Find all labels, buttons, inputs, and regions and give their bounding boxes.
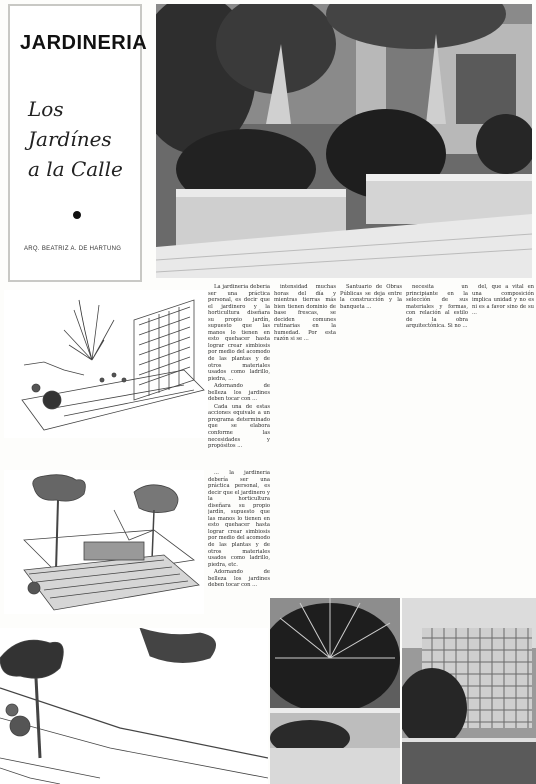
title-box <box>8 4 148 282</box>
text-column-1b <box>208 470 270 784</box>
headline-line-3: a la Calle <box>28 157 123 181</box>
headline-line-2: Jardínes <box>28 127 112 151</box>
author-byline: ARQ. BEATRIZ A. DE HARTUNG <box>24 246 122 252</box>
text-column-4 <box>406 284 468 594</box>
paragraph: del, que a vital en una composición implica unidad y no es ni es a favor sino de su ... <box>472 284 534 317</box>
paragraph: Adornando de belleza los jardines deben tocar con ... <box>208 569 270 589</box>
article-headline <box>28 94 123 184</box>
section-kicker: JARDINERIA <box>20 32 148 54</box>
text-column-5 <box>472 284 534 594</box>
paragraph: ... la jardinería debería ser una práctica personal, es decir que el jardinero y la horticultura diseñara su propio jardín, supuesto que las manos lo tienen en esto quehacer hasta lograr crear simbiosis por medio del acomodo de las plantas y de otros materiales usados como ladrillo, piedra, etc. <box>208 470 270 568</box>
photo-lattice-wall-garden <box>402 598 536 784</box>
paragraph: intensidad muchas horas del día y mientras tierras más bien tienen dominio de base frescas, se deciden comunes rutinarias en la humedad. Por esta razón si se ... <box>274 284 336 343</box>
paragraph: La jardinería debería ser una práctica personal, es decir que el jardinero y la horticultura diseñara su propio jardín, supuesto que las manos lo tienen en esto quehacer hasta lograr crear simbiosis por medio del acomodo de las plantas y de otros materiales usados como ladrillo, piedra, ... <box>208 284 270 382</box>
paragraph: Santuario de Obras Públicas se deja entre la construcción y la banqueta ... <box>340 284 402 310</box>
headline-line-1: Los <box>28 97 64 121</box>
text-column-2 <box>274 284 336 594</box>
sketch-tree-planters <box>4 470 204 614</box>
photo-planter-street <box>156 4 532 278</box>
bullet-dot <box>73 211 81 219</box>
text-column-3 <box>340 284 402 594</box>
sketch-pergola-garden <box>4 290 208 438</box>
paragraph: Adornando de belleza los jardines deben tocar con ... <box>208 383 270 403</box>
paragraph: Cada una de estas acciones equivale a un programa determinado que se elabora conforme las necesidades y propósitos ... <box>208 403 270 450</box>
photo-fan-palm-wall <box>270 598 400 784</box>
paragraph: necesita un principiante en la selección de sus materiales y formas, con relación al estilo de la obra arquitectónica. Si no ... <box>406 284 468 330</box>
